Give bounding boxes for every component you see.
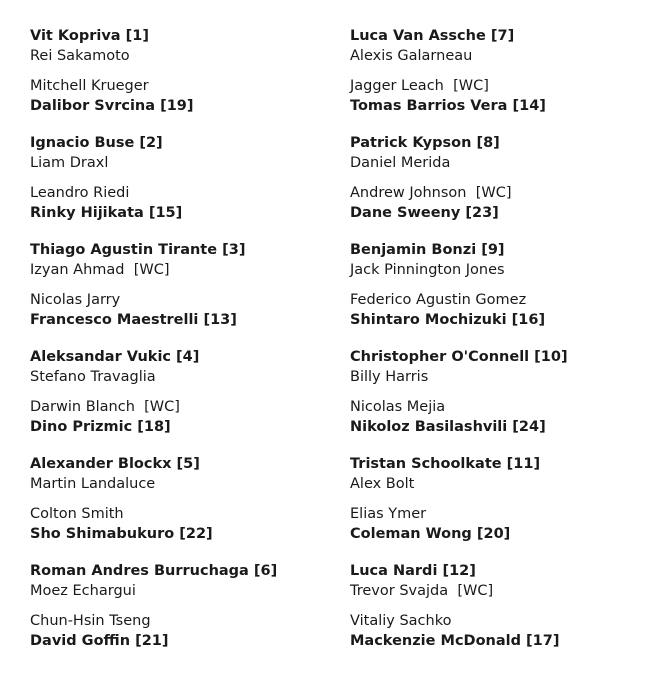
draw-section [30, 347, 330, 454]
draw-section [30, 26, 330, 133]
player-name: Elias Ymer [350, 506, 427, 522]
player-name: Leandro Riedi [30, 185, 130, 201]
player-name: Nicolas Jarry [30, 292, 121, 308]
seeded-player-name: Vit Kopriva [1] [30, 28, 149, 44]
draw-section [350, 26, 650, 133]
seeded-player-name: Christopher O'Connell [10] [350, 349, 568, 365]
seeded-player-name: Dino Prizmic [18] [30, 419, 171, 435]
seeded-player-name: Patrick Kypson [8] [350, 135, 500, 151]
player-name: Moez Echargui [30, 583, 136, 599]
player-name: Stefano Travaglia [30, 369, 156, 385]
draw-section [350, 454, 650, 561]
draw-column-left [30, 26, 330, 668]
draw-section [350, 347, 650, 454]
seeded-player-name: Luca Van Assche [7] [350, 28, 515, 44]
seeded-player-name: Dane Sweeny [23] [350, 205, 499, 221]
seeded-player-name: David Goffin [21] [30, 633, 169, 649]
section-spacer [350, 173, 650, 183]
seeded-player-name: Roman Andres Burruchaga [6] [30, 563, 278, 579]
section-spacer [350, 66, 650, 76]
player-name: Alex Bolt [350, 476, 415, 492]
seeded-player-name: Nikoloz Basilashvili [24] [350, 419, 546, 435]
section-spacer [30, 173, 330, 183]
player-name: Liam Draxl [30, 155, 109, 171]
section-spacer [30, 494, 330, 504]
section-spacer [350, 494, 650, 504]
player-name: Colton Smith [30, 506, 124, 522]
seeded-player-name: Tristan Schoolkate [11] [350, 456, 541, 472]
player-name: Vitaliy Sachko [350, 613, 452, 629]
player-name: Alexis Galarneau [350, 48, 473, 64]
draw-section [350, 240, 650, 347]
seeded-player-name: Shintaro Mochizuki [16] [350, 312, 546, 328]
draw-section [30, 133, 330, 240]
player-name: Nicolas Mejia [350, 399, 446, 415]
player-name: Federico Agustin Gomez [350, 292, 527, 308]
seeded-player-name: Francesco Maestrelli [13] [30, 312, 237, 328]
player-name: Daniel Merida [350, 155, 451, 171]
player-name: Rei Sakamoto [30, 48, 130, 64]
seeded-player-name: Sho Shimabukuro [22] [30, 526, 213, 542]
player-name: Jack Pinnington Jones [350, 262, 505, 278]
player-name: Mitchell Krueger [30, 78, 149, 94]
draw-section [350, 133, 650, 240]
player-name: Chun-Hsin Tseng [30, 613, 151, 629]
player-name: Andrew Johnson [WC] [350, 185, 512, 201]
section-spacer [350, 280, 650, 290]
section-spacer [30, 66, 330, 76]
draw-section [30, 561, 330, 668]
draw-column-right [350, 26, 650, 668]
player-name: Trevor Svajda [WC] [350, 583, 494, 599]
seeded-player-name: Benjamin Bonzi [9] [350, 242, 505, 258]
seeded-player-name: Tomas Barrios Vera [14] [350, 98, 546, 114]
seeded-player-name: Ignacio Buse [2] [30, 135, 163, 151]
section-spacer [30, 280, 330, 290]
section-spacer [30, 387, 330, 397]
section-spacer [350, 387, 650, 397]
section-spacer [30, 601, 330, 611]
seeded-player-name: Coleman Wong [20] [350, 526, 511, 542]
seeded-player-name: Mackenzie McDonald [17] [350, 633, 560, 649]
seeded-player-name: Thiago Agustin Tirante [3] [30, 242, 246, 258]
seeded-player-name: Luca Nardi [12] [350, 563, 476, 579]
player-name: Billy Harris [350, 369, 429, 385]
draw-section [30, 454, 330, 561]
seeded-player-name: Aleksandar Vukic [4] [30, 349, 200, 365]
draw-section [350, 561, 650, 668]
draw-section [30, 240, 330, 347]
player-name: Izyan Ahmad [WC] [30, 262, 170, 278]
player-name: Martin Landaluce [30, 476, 156, 492]
section-spacer [350, 601, 650, 611]
player-name: Darwin Blanch [WC] [30, 399, 180, 415]
seeded-player-name: Alexander Blockx [5] [30, 456, 200, 472]
seeded-player-name: Dalibor Svrcina [19] [30, 98, 194, 114]
player-name: Jagger Leach [WC] [350, 78, 489, 94]
seeded-player-name: Rinky Hijikata [15] [30, 205, 183, 221]
